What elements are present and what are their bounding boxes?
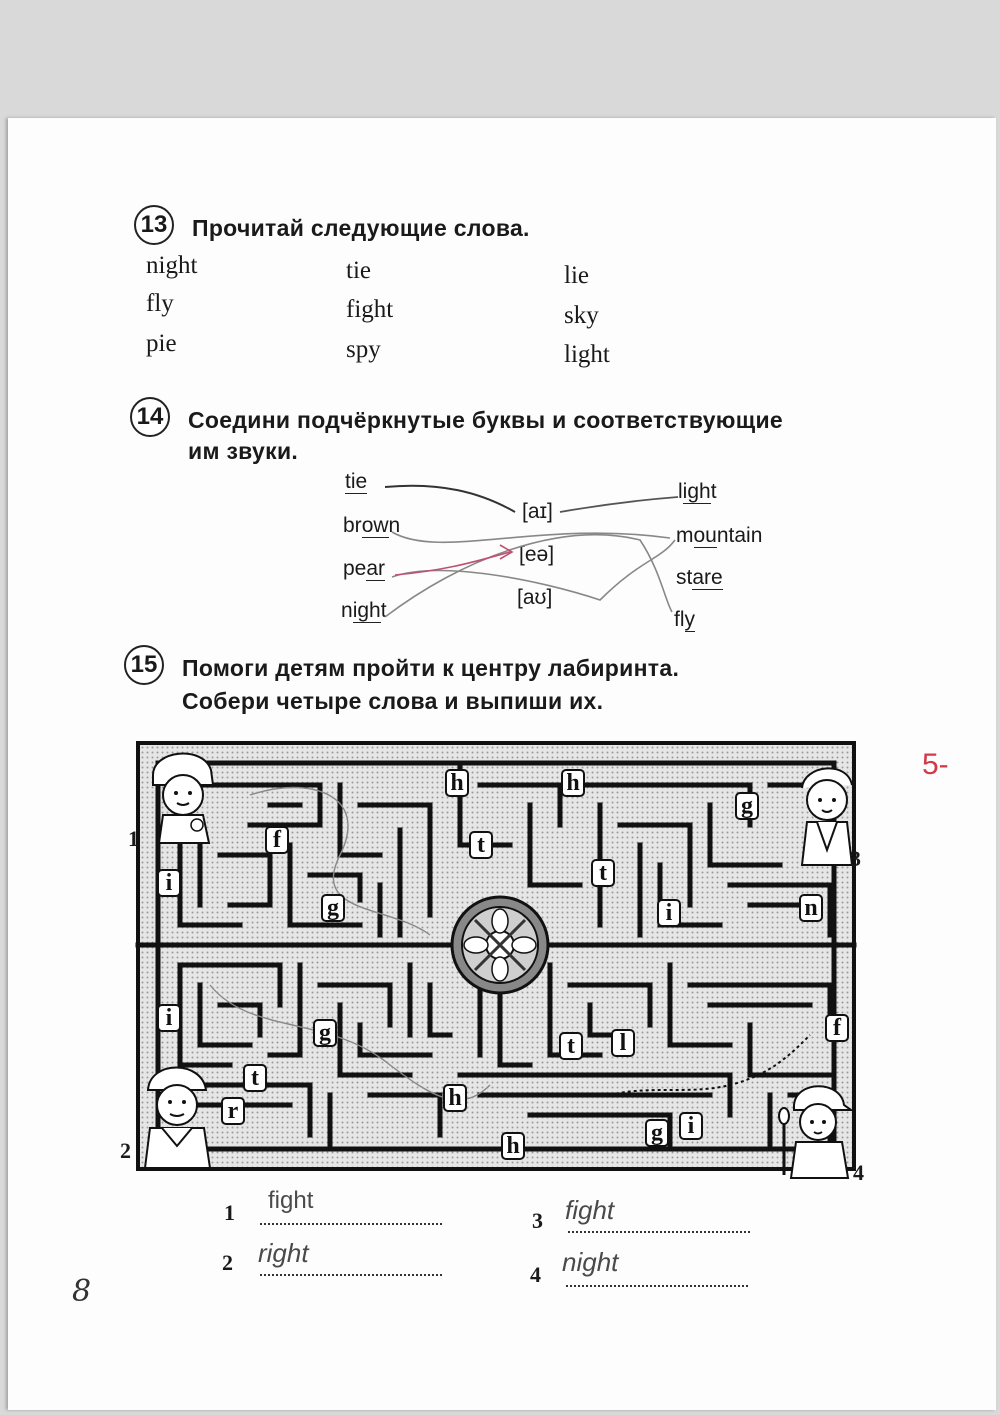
answer-3-number: 3 <box>532 1208 543 1233</box>
answer-3-text: fight <box>565 1195 615 1225</box>
task-15-number: 15 <box>124 645 164 685</box>
word-light: light <box>564 341 610 368</box>
match-word-tie: tie <box>345 470 368 493</box>
maze-letter: i <box>687 1113 695 1139</box>
word-night: night <box>146 252 198 279</box>
task-14-title-line2: им звуки. <box>188 438 299 464</box>
maze-letter: i <box>165 870 173 896</box>
answer-1-line[interactable] <box>260 1222 442 1225</box>
child-4-icon <box>776 1080 856 1180</box>
match-word-brown: brown <box>343 514 401 537</box>
task-15-title-line2: Собери четыре слова и выпиши их. <box>182 688 604 714</box>
task-14-number: 14 <box>130 397 170 437</box>
answer-4-line[interactable] <box>566 1284 748 1287</box>
maze-letter: i <box>665 900 673 926</box>
maze-letter: f <box>833 1015 841 1041</box>
answer-2-number: 2 <box>222 1250 233 1275</box>
answer-1-text: fight <box>268 1187 314 1214</box>
maze-letter: h <box>448 1085 462 1111</box>
maze-letter: t <box>599 860 607 886</box>
page-number: 8 <box>72 1274 92 1309</box>
answer-4-text: night <box>562 1247 619 1277</box>
maze-letter: h <box>450 770 464 796</box>
word-tie: tie <box>346 257 371 284</box>
child-4-number: 4 <box>853 1160 864 1185</box>
maze-letter: g <box>651 1120 663 1146</box>
sound-ai: [aɪ] <box>522 500 553 523</box>
task-15-title-line1: Помоги детям пройти к центру лабиринта. <box>182 655 680 681</box>
word-sky: sky <box>564 302 599 329</box>
maze-letter: h <box>506 1133 520 1159</box>
sound-ea: [eə] <box>519 543 555 566</box>
word-lie: lie <box>564 262 589 289</box>
answer-4-number: 4 <box>530 1262 541 1287</box>
match-word-mountain: mountain <box>676 524 763 547</box>
child-1-icon <box>143 745 223 845</box>
maze-letter: g <box>741 793 753 819</box>
match-word-pear: pear <box>343 557 386 580</box>
task-13-number: 13 <box>134 205 174 245</box>
maze-letter: l <box>619 1030 627 1056</box>
maze-letter: t <box>477 832 485 858</box>
answer-2-text: right <box>258 1238 309 1268</box>
answer-2-line[interactable] <box>260 1273 442 1276</box>
word-pie: pie <box>146 330 177 357</box>
teacher-grade-mark: 5- <box>922 748 949 781</box>
maze-letter: r <box>227 1098 239 1124</box>
word-spy: spy <box>346 336 381 363</box>
child-3-number: 3 <box>850 846 861 871</box>
maze-letter: t <box>251 1065 259 1091</box>
maze-letter: g <box>319 1020 331 1046</box>
matching-lines <box>0 0 1000 700</box>
answer-1-number: 1 <box>224 1200 235 1225</box>
sound-au: [aʊ] <box>517 586 553 609</box>
answer-3-line[interactable] <box>568 1230 750 1233</box>
word-fight: fight <box>346 296 394 323</box>
task-13-title: Прочитай следующие слова. <box>192 215 530 241</box>
child-1-number: 1 <box>128 826 139 851</box>
maze-letter: i <box>165 1005 173 1031</box>
maze-letter: n <box>804 895 818 921</box>
task-14-title-line1: Соедини подчёркнутые буквы и соответствующие <box>188 407 783 433</box>
word-fly: fly <box>146 290 174 317</box>
child-2-icon <box>140 1060 215 1170</box>
match-word-light: light <box>678 480 717 503</box>
maze-letter: g <box>327 895 339 921</box>
maze-letter: h <box>566 770 580 796</box>
match-word-fly: fly <box>674 608 695 631</box>
match-word-night: night <box>341 599 387 622</box>
maze-letter: f <box>273 827 281 853</box>
match-word-stare: stare <box>676 566 723 589</box>
child-2-number: 2 <box>120 1138 131 1163</box>
maze-letter: t <box>567 1033 575 1059</box>
maze <box>130 735 870 1175</box>
